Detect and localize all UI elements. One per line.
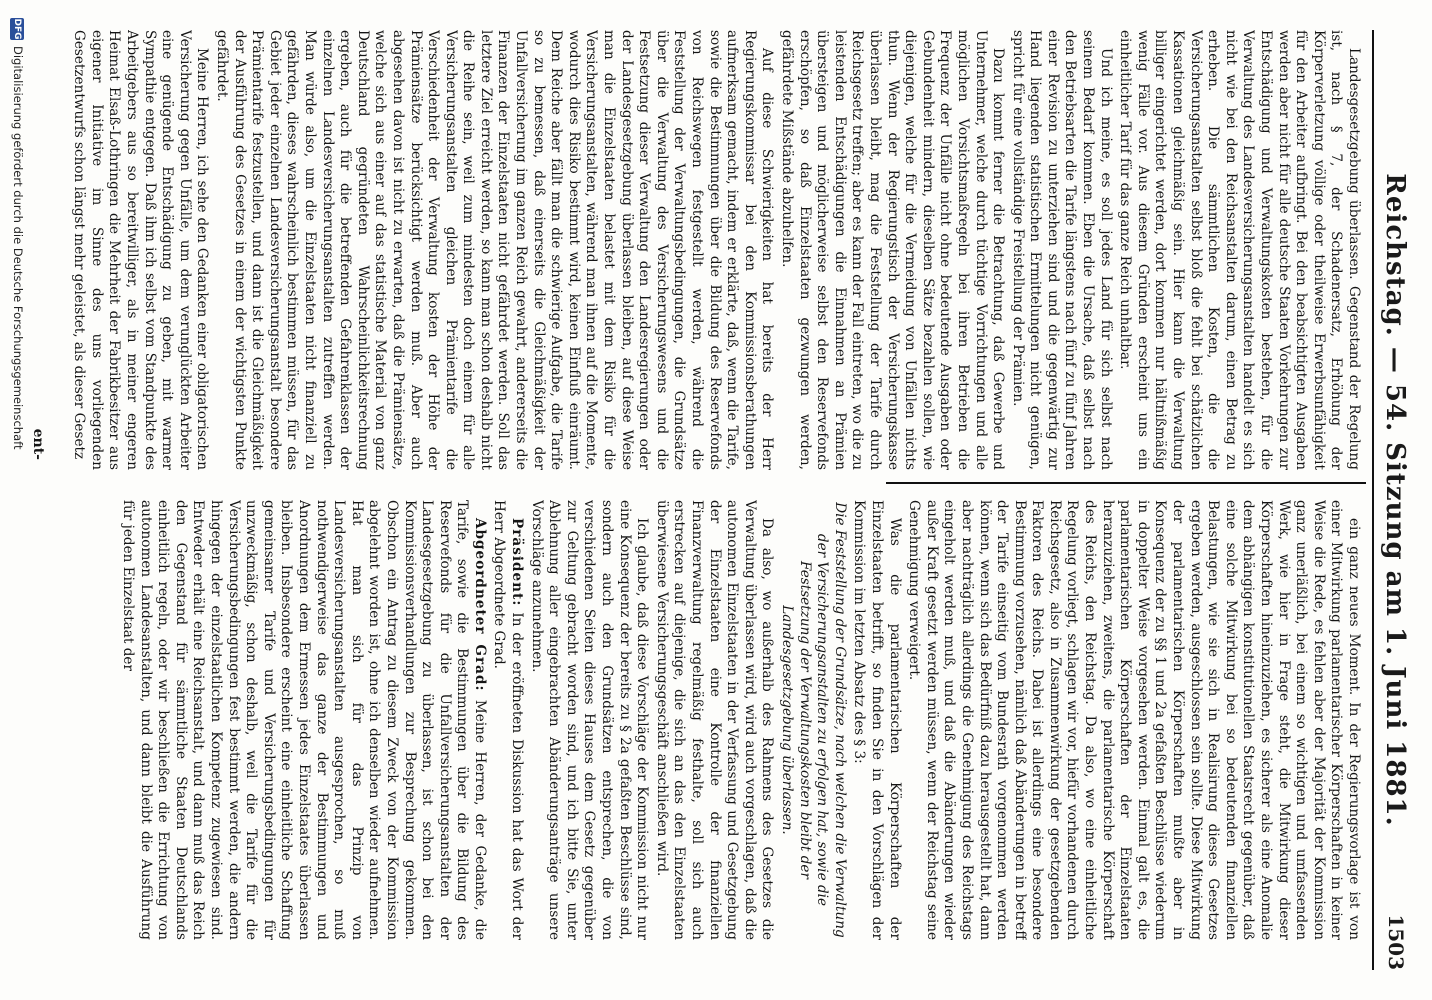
digitization-credit: Digitalisierung gefördert durch die Deutsche Forschungsgemeinschaft <box>11 46 25 450</box>
dfg-logo: DFG <box>12 18 22 40</box>
page-title: Reichstag. — 54. Sitzung am 1. Juni 1881. <box>1380 173 1410 827</box>
paragraph: Auf diese Schwierigkeiten hat bereits der Herr Regierungskommissar bei den Kommissionsberathungen aufmerksam gemacht, indem er erklärte, daß, wenn die Tarife, sowie die Bestimmungen über die Bildung des Reservefonds von Reichswegen festgestellt werden, während die Feststellung der Verwaltungsbedingungen, die Grundsätze über die Verwaltung des Versicherungswesens und die Festsetzung dieser Verwaltung den Landesregierungen oder der Landesgesetzgebung überlassen bleiben, auf diese Weise man die Einzelstaaten belastet mit dem Risiko für die Versicherungsanstalten, während man ihnen auf die Momente, wodurch dies Risiko bestimmt wird, keinen Einfluß einräumt. Dem Reiche aber fällt man die schwierige Aufgabe, die Tarife so zu bemessen, daß einerseits die Gleichmäßigkeit der Unfallversicherung im ganzen Reich gewahrt, andererseits die Finanzen der Einzelstaaten nicht gefährdet werden. Soll das letztere Ziel erreicht werden, so kann man schon deshalb nicht die Reihe sein, weil zum mindesten doch einem für alle Versicherungsanstalten gleichen Prämientarife die Verschiedenheit der Verwaltung kosten der Höhe der Prämiensätze berücksichtigt werden muß. Aber auch abgesehen davon ist nicht zu erwarten, daß die Prämiensätze, welche sich aus einer auf das statistische Material von ganz Deutschland gegründeten Wahrscheinlichkeitsrechnung ergeben, auch für die betreffenden Gefahrenklassen der einzelnen Landesversicherungsanstalten zutreffen werden. Man würde also, um die Einzelstaaten nicht finanziell zu gefährden, dieses wahrscheinlich bestimmen müssen, für das Gebiet jeder einzelnen Landesversicherungsanstalt besondere Prämientarife festzustellen, und dann ist die Gleichmäßigkeit der Ausführung des Gesetzes in einem der wichtigsten Punkte gefährdet. <box>214 30 776 470</box>
paragraph: Ich glaube, daß diese Vorschläge der Kommission nicht nur eine Konsequenz der bereits zu § 2a gefaßten Beschlüsse sind, sondern auch den Grundsätzen entsprechen, die von verschiedenen Seiten dieses Hauses dem Gesetz gegenüber zur Geltung gebracht worden sind, und ich bitte Sie, unter Ablehnung aller eingebrachten Abänderungsanträge unsere Vorschläge anzunehmen. <box>528 500 651 940</box>
column-tail: ent- <box>29 428 46 460</box>
paragraph: Da also, wo außerhalb des Rahmens des Gesetzes die Verwaltung überlassen wird, wird auch vorgeschlagen, daß die autonomen Einzelstaaten in der Verfassung und Gesetzgebung der Einzelstaaten eine Kontrolle der finanziellen Finanzverwaltung regelmäßig festhalte, soll sich auch erstrecken auf diejenige, die sich an das den Einzelstaaten überwiesene Versicherungsgeschäft anschließen wird. <box>653 500 776 940</box>
digitization-footer <box>3 0 27 1000</box>
paragraph: Meine Herren, ich sehe den Gedanken einer obligatorischen Versicherung gegen Unfälle, um dem verunglückten Arbeiter eine genügende Entschädigung zu geben, mit warmer Sympathie entgegen. Daß ihm ich selbst vom Standpunkte des Arbeitgebers aus so bereitwilliger, als in meiner engeren Heimat Elsaß-Lothringen die Mehrheit der Fabrikbesitzer aus eigener Initiative im Sinne des uns vorliegenden Gesetzentwurfs schon längst mehr geleistet, als dieser Gesetz <box>71 30 211 470</box>
speech-text: In der eröffneten Diskussion hat das Wort der Herr Abgeordnete Grad. <box>491 500 526 940</box>
left-column <box>22 30 1362 470</box>
paragraph: Was die parlamentarischen Körperschaften der Einzelstaaten betrifft, so finden Sie in den Vorschlägen der Kommission im letzten Absatz des § 3: <box>851 500 903 940</box>
page-header <box>1372 30 1414 970</box>
speaker-label: Abgeordneter Grad: <box>471 518 488 692</box>
paragraph: ein ganz neues Moment. In der Regierungsvorlage ist von einer Mitwirkung parlamentarischer Körperschaften in keiner Weise die Rede, es fehlen aber der Majorität der Kommission ganz unerläßlich, bei einem so wichtigen und umfassenden Werk, wie hier in Frage steht, die Mitwirkung dieser Körperschaften hineinzuziehen, es sicherer als eine Anomalie dem abhängigen konstitutionellen Staatsrecht gegenüber, daß eine solche Mitwirkung bei so bedeutenden finanziellen Belastungen, wie sie sich in Realisirung dieses Gesetzes ergeben werden, ausgeschlossen sein sollte. Diese Mitwirkung der parlamentarischen Körperschaften mußte aber in Konsequenz der zu §§ 1 und 2a gefaßten Beschlüsse wiederum in doppelter Weise vorgesehen werden. Einmal galt es, die parlamentarischen Körperschaften der Einzelstaaten heranzuziehen, zweitens, die parlamentarische Körperschaft des Reichs, den Reichstag. Da also, wo eine einheitliche Regelung vorliegt, schlagen wir vor, hiefür vorhandenen durch Reichsgesetz, also in Zusammenwirkung der gesetzgebenden Faktoren des Reichs. Dabei ist allerdings eine besondere Bestimmung vorzusehen, nämlich daß Abänderungen in betreff der Tarife einseitig vom Bundesrath vorgenommen werden können, wenn sich das Bedürfniß dazu herausgestellt hat, dann aber nachträglich allerdings die Genehmigung des Reichstags eingeholt werden muß, und daß die Abänderungen wieder außer Kraft gesetzt werden müssen, wenn der Reichstag seine Genehmigung verweigert. <box>906 500 1362 940</box>
paragraph: Und ich meine, es soll jedes Land für sich selbst nach seinem Bedarf kommen. Eben die Ursache, daß selbst nach den Betriebsarten die Tarife längstens nach fünf zu fünf Jahren einer Revision zu unterziehen sind und die gegenwärtig zur Hand liegenden statistischen Ermittelungen nicht genügen, spricht für eine vollständige Freistellung der Prämien. <box>1009 30 1114 470</box>
right-column <box>22 500 1362 940</box>
paragraph: Dazu kommt ferner die Betrachtung, daß Gewerbe und Unternehmer, welche durch tüchtige Vorrichtungen und alle möglichen Vorsichtsmaßregeln bei ihren Betrieben die Frequenz der Unfälle nicht ohne bedeutende Ausgaben oder Gebundenheit mindern, dieselben Sätze bezahlen sollen, wie diejenigen, welche für die Vermeidung von Unfällen nichts thun. Wenn der Regierungstisch der Versicherungskasse überlassen bleibt, mag die Feststellung der Tarife durch Reichsgesetz treffen; aber es kann der Fall eintreten, wo die zu leistenden Entschädigungen die Einnahmen an Prämien übersteigen und möglicherweise selbst den Reservefonds erschöpfen, so daß Einzelstaaten gezwungen werden, gefährdete Mißstände abzuhelfen. <box>779 30 1007 470</box>
paragraph: Landesgesetzgebung überlassen. Gegenstand der Regelung ist, nach § 7, der Schadenersatz, Erhöhung der Körperverletzung völlige oder theilweise Erwerbsunfähigkeit für den Arbeiter aufbringt. Bei den beabsichtigten Ausgaben werden aber nicht für alle deutsche Staaten Vorkehrungen zur Entschädigung und Verwaltungskosten bestehen, für die Verwaltung des Landesversicherungsanstalten handelt es sich nicht wie bei den Reichsanstalten darum, einen Betrag zu erheben. Die sämmtlichen Kosten, die die Versicherungsanstalten selbst bloß die fehlt bei schätzlichen Kassationen gleichmäßig sein. Hier kann die Verwaltung billiger eingerichtet werden, dort kommen nur hältnißmäßig wenig Fälle vor. Aus diesem Gründen erscheint uns ein einheitlicher Tarif für das ganze Reich unhaltbar. <box>1117 30 1362 470</box>
speech-text: Meine Herren, der Gedanke, die Tarife, sowie die Bestimmungen über die Bildung des Reservefonds für die Unfallversicherungsanstalten der Landesgesetzgebung zu überlassen, ist schon bei den Kommissionsverhandlungen zur Besprechung gekommen. Obschon ein Antrag zu diesem Zweck von der Kommission abgelehnt worden ist, ohne ich denselben wieder aufnehmen. Hat man sich für das Prinzip von Landesversicherungsanstalten ausgesprochen, so muß nothwendigerweise das ganze der Bestimmungen und Anordnungen dem Ermessen jedes Einzelstaates überlassen bleiben. Insbesondere erscheint eine einheitliche Schaffung gemeinsamer Tarife und Versicherungsbedingungen für unzweckmäßig, schon deshalb, weil die Tarife für die Versicherungsbedingungen fest bestimmt werden, die andern hingegen der einzelstaatlichen Kompetenz zugewiesen sind. Entweder erhält eine Reichsanstalt, und dann muß das Reich den Gegenstand für sämmtliche Staaten Deutschlands einheitlich regeln, oder wir beschließen die Errichtung von autonomen Landesanstalten, und dann bleibt die Ausführung für jeden Einzelstaat der <box>120 500 488 940</box>
column-divider <box>886 482 1366 484</box>
quoted-paragraph: Die Feststellung der Grundsätze, nach welchen die Verwaltung der Versicherungsanstalten zu erfolgen hat, sowie die Festsetzung der Verwaltungskosten bleibt der Landesgesetzgebung überlassen. <box>779 502 848 938</box>
grad-statement <box>118 500 487 940</box>
speaker-label: Präsident: <box>509 518 526 607</box>
page-number: 1503 <box>1384 914 1408 970</box>
president-statement <box>490 500 525 940</box>
